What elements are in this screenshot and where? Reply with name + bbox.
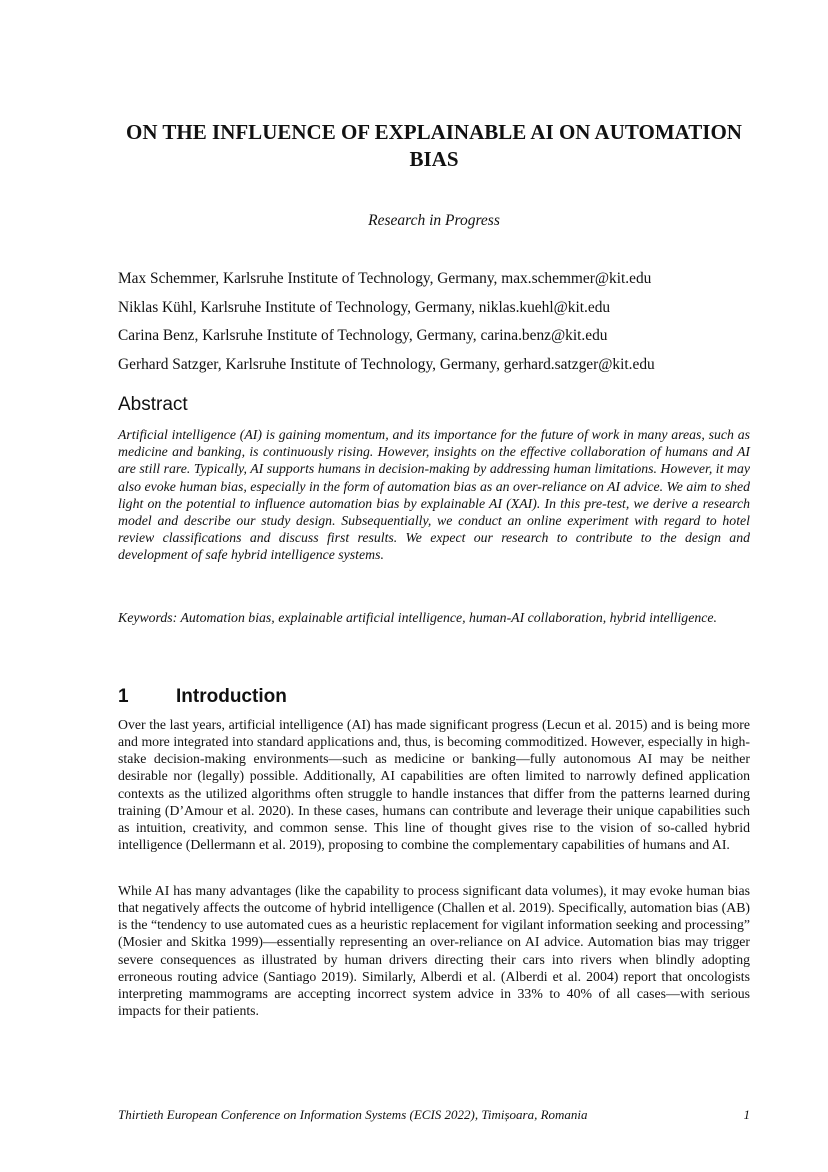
keywords: Keywords: Automation bias, explainable artificial intelligence, human-AI collaboration, hybrid intelligence. bbox=[118, 610, 717, 625]
author-line: Carina Benz, Karlsruhe Institute of Technology, Germany, carina.benz@kit.edu bbox=[118, 327, 608, 344]
author-line: Gerhard Satzger, Karlsruhe Institute of Technology, Germany, gerhard.satzger@kit.edu bbox=[118, 355, 655, 373]
body-paragraph: While AI has many advantages (like the capability to process significant data volumes), it may evoke human bias that negatively affects the outcome of hybrid intelligence (Challen et al. 2019). Specifically, automation bias (AB) is the “tendency to use automated cues as a heuristic replacement for vigilant information seeking and processing” (Mosier and Skitka 1999)—essentially representing an over-reliance on AI advice. Automation bias may trigger severe consequences as illustrated by human drivers directing their cars into rivers when blindly adopting erroneous routing advice (Santiago 2019). Similarly, Alberdi et al. (Alberdi et al. 2004) report that oncologists interpreting mammograms are accepting incorrect system advice in 33% to 40% of all cases—with serious impacts for their patients. bbox=[118, 883, 750, 1019]
paper-title: ON THE INFLUENCE OF EXPLAINABLE AI ON AUTOMATION BIAS bbox=[126, 120, 742, 171]
author-list bbox=[118, 265, 758, 379]
abstract-text: Artificial intelligence (AI) is gaining momentum, and its importance for the future of work in many areas, such as medicine and banking, is continuously rising. However, insights on the effective collaboration of humans and AI are still rare. Typically, AI supports humans in decision-making by addressing human limitations. However, it may also evoke human bias, especially in the form of automation bias as an over-reliance on AI advice. We aim to shed light on the potential to influence automation bias by explainable AI (XAI). In this pre-test, we derive a research model and describe our study design. Subsequentially, we conduct an online experiment with regard to hotel review classifications and discuss first results. We expect our research to contribute to the design and development of safe hybrid intelligence systems. bbox=[118, 427, 750, 563]
page-footer bbox=[118, 1107, 750, 1123]
body-paragraph: Over the last years, artificial intelligence (AI) has made significant progress (Lecun et al. 2015) and is being more and more integrated into standard applications and, thus, is becoming commoditized. However, especially in high-stake decision-making environments—such as medicine or banking—fully autonomous AI may be neither desirable nor (legally) possible. Additionally, AI capabilities are often limited to narrowly defined application contexts as the utilized algorithms often struggle to handle instances that differ from the patterns learned during training (D’Amour et al. 2020). In these cases, humans can contribute and leverage their unique capabilities such as intuition, creativity, and common sense. This line of thought gives rise to the vision of so-called hybrid intelligence (Dellermann et al. 2019), proposing to combine the complementary capabilities of humans and AI. bbox=[118, 717, 750, 853]
page-number: 1 bbox=[743, 1107, 750, 1122]
abstract-heading: Abstract bbox=[118, 394, 188, 415]
author-line: Niklas Kühl, Karlsruhe Institute of Technology, Germany, niklas.kuehl@kit.edu bbox=[118, 298, 611, 316]
section-number: 1 bbox=[118, 686, 129, 707]
section-heading bbox=[118, 686, 287, 708]
paper-subtitle: Research in Progress bbox=[368, 212, 500, 229]
footer-conference: Thirtieth European Conference on Information Systems (ECIS 2022), Timișoara, Romania bbox=[118, 1107, 588, 1122]
section-title: Introduction bbox=[176, 686, 287, 707]
author-line: Max Schemmer, Karlsruhe Institute of Technology, Germany, max.schemmer@kit.edu bbox=[118, 270, 652, 287]
